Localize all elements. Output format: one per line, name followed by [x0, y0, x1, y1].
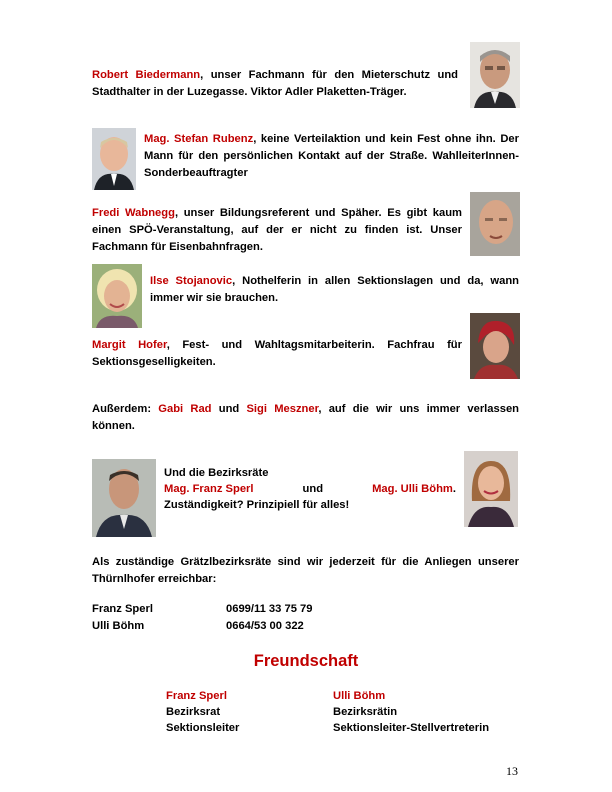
contact-intro: Als zuständige Grätzlbezirksräte sind wir jederzeit für die Anliegen unserer Thürnlhofer erreichbar: — [92, 556, 519, 585]
photo-rubenz — [92, 128, 136, 190]
person-name: Margit Hofer — [92, 339, 167, 351]
signature-role: Bezirksrat — [166, 706, 221, 718]
closing-heading: Freundschaft — [253, 652, 359, 670]
person-name: Robert Biedermann — [92, 69, 201, 81]
bio-biedermann — [92, 67, 458, 101]
bezirk-intro: Und die Bezirksräte — [164, 467, 269, 479]
signature-function: Sektionsleiter-Stellvertreterin — [333, 722, 490, 734]
person-name: Fredi Wabnegg — [92, 207, 175, 219]
bezirk-names — [164, 481, 456, 498]
signature-name: Franz Sperl — [166, 690, 227, 702]
photo-boehm — [464, 451, 518, 527]
person-name: Mag. Ulli Böhm — [372, 483, 453, 495]
bio-wabnegg — [92, 205, 462, 256]
bio-text: , Fest- und Wahltagsmitarbeiterin. Fachfrau für Sektionsgeselligkeiten. — [92, 339, 462, 368]
bio-text: , unser Fachmann für den Mieterschutz und Stadthalter in der Luzegasse. Viktor Adler Plaketten-Träger. — [92, 69, 459, 98]
person-name: Ilse Stojanovic — [150, 275, 233, 287]
also-prefix: Außerdem: — [92, 403, 159, 415]
bio-rubenz — [144, 131, 519, 182]
bio-stojanovic — [150, 273, 519, 307]
bio-text: , Nothelferin in allen Sektionslagen und da, wann immer wir sie brauchen. — [150, 275, 519, 304]
bezirk-end: . — [452, 483, 456, 495]
signature-role: Bezirksrätin — [333, 706, 398, 718]
also-suffix: , auf die wir uns immer verlassen können. — [92, 403, 520, 432]
photo-wabnegg — [470, 192, 520, 256]
photo-hofer — [470, 313, 520, 379]
signature-sperl — [166, 688, 239, 736]
signature-name: Ulli Böhm — [333, 690, 386, 702]
signature-boehm — [333, 688, 489, 736]
person-name: Mag. Stefan Rubenz — [144, 133, 254, 145]
bio-text: , unser Bildungsreferent und Späher. Es gibt kaum einen SPÖ-Veranstaltung, auf der er nicht zu finden ist. Unser Fachmann für Eisenbahnfragen. — [92, 207, 462, 253]
contact-name: Ulli Böhm — [92, 620, 145, 632]
page-number: 13 — [506, 764, 518, 778]
bio-text: , keine Verteilaktion und kein Fest ohne ihn. Der Mann für den persönlichen Kontakt auf der Straße. WahlleiterInnen-Sonderbeauftragter — [144, 133, 520, 179]
photo-sperl — [92, 459, 156, 537]
person-name: Sigi Meszner — [246, 403, 319, 415]
person-name: Mag. Franz Sperl — [164, 483, 254, 495]
photo-stojanovic — [92, 264, 142, 328]
contact-row — [92, 618, 304, 635]
bezirk-and: und — [302, 483, 324, 495]
contact-phone: 0699/11 33 75 79 — [226, 603, 313, 615]
contact-row — [92, 601, 312, 618]
also-and: und — [211, 403, 247, 415]
contact-name: Franz Sperl — [92, 603, 153, 615]
person-name: Gabi Rad — [158, 403, 212, 415]
photo-biedermann — [470, 42, 520, 108]
bio-hofer — [92, 337, 462, 371]
bezirk-line3: Zuständigkeit? Prinzipiell für alles! — [164, 499, 350, 511]
contact-phone: 0664/53 00 322 — [226, 620, 304, 632]
signature-function: Sektionsleiter — [166, 722, 240, 734]
also-paragraph — [92, 401, 519, 435]
